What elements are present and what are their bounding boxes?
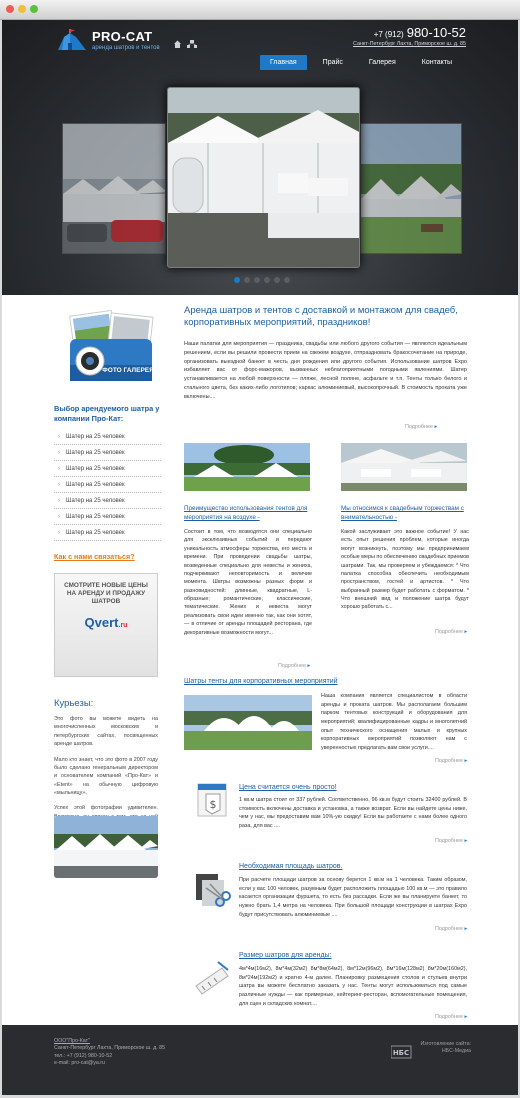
- developer-name[interactable]: НБС-Медиа: [441, 1048, 471, 1055]
- tent-list-item[interactable]: › Шатер на 25 человек: [54, 461, 161, 477]
- slider-dot[interactable]: [244, 277, 250, 283]
- tent-logo-icon[interactable]: [56, 29, 88, 51]
- intro-text: Наши палатки для мероприятия — праздника, свадьбы или любого другого события — являются идеальным решением, если вы решили провести прием на свежем воздухе, отпраздновать бракосочетание на природе, организовать выездной банкет в честь дня рождения или другого события. Использование шатров Expo избавляет вас от форс-мажоров, вызванных неблагоприятными погодными явлениями. Шатер устанавливается на любой поверхности — пляже, лесной поляне, асфальте и т.п. Тенты только белого и стального цвета, без каких-либо логотипов; каркас алюминиевый, высокопрочный. В стоимость проката уже включены....: [184, 341, 467, 400]
- more-link[interactable]: Подробнее ▸: [405, 424, 437, 432]
- more-link[interactable]: Подробнее ▸: [435, 1014, 467, 1022]
- footer-contacts: [54, 1038, 165, 1068]
- more-link[interactable]: Подробнее ▸: [435, 926, 467, 934]
- tent-list-item[interactable]: › Шатер на 25 человек: [54, 525, 161, 541]
- curiosities-paragraph: Успех этой фотографии удивителен.: [54, 805, 158, 812]
- more-link[interactable]: Подробнее ▸: [278, 663, 310, 671]
- article-text: Состоит в том, что возводятся они специально для эксклюзивных событий и передают уникальность атмосферы торжества, его места и времени. При проведении свадьбы шатры, возведенные специально для невесты и жениха, подчеркивают неповторимость и величие момента. Шатры возможны разных форм и разновидностей: длинные, квадратные, L-образные; романтические, классические, тематические. Жених и невеста могут реализовать свои идеи именно так, как они хотят, — в отличие от аренды площадей ресторана, где декоративные возможности могут...: [184, 529, 312, 636]
- slider-dot[interactable]: [274, 277, 280, 283]
- article-text: Какой заслуживает это важное событие! У нас есть опыт решения проблем, которые иногда могут возникнуть, поэтому мы предпринимаем особые меры по обеспечению свадебных приемов шатрами. Так, мы проверяем и убеждаемся: * Что палатка способна обеспечить необходимым пространством, гостей и артистов. * Что выбранный размер будет работать с форматом. * Что внешний вид и положение шатра будут хорошо работать с...: [341, 529, 469, 611]
- qvert-banner[interactable]: [54, 573, 158, 677]
- home-icon[interactable]: [174, 41, 181, 49]
- slider-dot[interactable]: [234, 277, 240, 283]
- curiosities-paragraph: Мало кто знает, что это фото в 2007 году было сделано генеральным директором и основателем компаний «Про-Кат» и «Etent» на обычную цифровую «мыльницу».: [54, 756, 158, 796]
- phone-prefix: +7 (912): [373, 30, 404, 39]
- nbs-logo-text: НБС: [392, 1049, 410, 1057]
- maximize-window-icon[interactable]: [30, 5, 38, 13]
- more-link[interactable]: Подробнее ▸: [435, 758, 467, 766]
- photo-gallery-banner[interactable]: [60, 305, 160, 397]
- site-footer: [2, 1025, 518, 1095]
- contact-link[interactable]: Как с нами связаться?: [54, 552, 135, 561]
- developer-credit[interactable]: [391, 1041, 471, 1063]
- site-header: [2, 20, 518, 295]
- nav-gallery[interactable]: Галерея: [368, 59, 396, 66]
- logo-title[interactable]: PRO-CAT: [92, 29, 153, 44]
- nav-home[interactable]: Главная: [260, 55, 307, 70]
- area-title[interactable]: Необходимая площадь шатров.: [239, 863, 343, 870]
- slider-image-main[interactable]: [167, 87, 360, 268]
- footer-email[interactable]: e-mail: pro-cat@ya.ru: [54, 1060, 106, 1067]
- nbs-logo-icon: [391, 1043, 413, 1059]
- corporate-photo[interactable]: [184, 695, 312, 750]
- article-photo[interactable]: [184, 443, 310, 491]
- slider-image-right[interactable]: [360, 123, 462, 254]
- slider-image-left[interactable]: [62, 123, 166, 254]
- tent-list: [54, 429, 161, 541]
- developer-caption: Изготовление сайта:: [420, 1041, 471, 1047]
- tent-list-item[interactable]: › Шатер на 25 человек: [54, 429, 161, 445]
- scissors-icon: [192, 870, 232, 910]
- footer-address: Санкт-Петербург Лахта, Приморское ш. д. 85: [54, 1045, 166, 1052]
- page: [2, 20, 518, 1095]
- slider-dot[interactable]: [254, 277, 260, 283]
- browser-chrome: [0, 0, 520, 20]
- corporate-text: Наша компания является специалистом в области аренды и проката шатров. Мы располагаем большим парком тентовых конструкций и оборудования для мероприятий; квалифицированные кадры и многолетний опыт технического оснащения малых и крупных корпоративных мероприятий позволяют нам с уверенностью предлагать вам свои услуги....: [321, 693, 467, 751]
- logo-subtitle: аренда шатров и тентов: [92, 45, 160, 51]
- more-link[interactable]: Подробнее ▸: [435, 629, 467, 637]
- nav-contacts[interactable]: Контакты: [421, 59, 452, 66]
- qvert-banner-text: СМОТРИТЕ НОВЫЕ ЦЕНЫ НА АРЕНДУ И ПРОДАЖУ ШАТРОВ: [64, 582, 148, 605]
- svg-text:$: $: [209, 798, 217, 811]
- slider-dot[interactable]: [284, 277, 290, 283]
- tent-list-item[interactable]: › Шатер на 25 человек: [54, 509, 161, 525]
- price-tag-icon: [192, 780, 232, 820]
- size-title[interactable]: Размер шатров для аренды:: [239, 952, 332, 959]
- size-text: 4м*4м(16м2), 8м*4м(32м2) 8м*8м(64м2), 8м*12м(96м2), 8м*16м(128м2) 8м*20м(160м2), 8м*24м(192м2) и кратно 4-м далее. Планировку размещения столов и стульев внутри шатра вы можете бесплатно заказать у нас. Тенты могут использоваться под самые различные нужды — как примерные, кейтеринг-ресторан, вспомогательные помещения, для сцен и складских комнат....: [239, 966, 467, 1007]
- area-text: При расчете площади шатров за основу берется 1 кв.м на 1 человека. Таким образом, если у вас 100 человек, разумным будет расположить площадью 100 кв.м — это правило касается организации фуршета, то есть без рассадки. Если же вы планируете банкет, то нужно брать 1,4 метра на человека. При большой площади конструкции в шатрах Expo будут присутствовать алюминиевые ....: [239, 877, 467, 918]
- phone-digits: 980-10-52: [406, 25, 466, 40]
- price-text: 1 кв.м шатра стоит от 337 рублей. Соответственно, 96 кв.м будут стоить 32400 рублей. В стоимость включены доставка и установка, а также возврат. Если вы найдете цены ниже, чем у нас, мы предоставим вам 10%-ую скидку! Если вы работаете с нами более одного раза, для вас ....: [239, 797, 467, 829]
- article-photo[interactable]: [341, 443, 467, 491]
- qvert-suffix: .ru: [118, 622, 128, 629]
- price-title[interactable]: Цена считается очень просто!: [239, 784, 337, 791]
- sitemap-icon[interactable]: [187, 40, 197, 48]
- ruler-icon: [192, 956, 232, 996]
- sidebar-choose-title: Выбор арендуемого шатра у компании Про-Кат:: [54, 404, 160, 423]
- main-nav: [260, 55, 468, 70]
- curiosities-title: Курьезы:: [54, 698, 94, 709]
- more-link[interactable]: Подробнее ▸: [435, 838, 467, 846]
- footer-phone: тел.: +7 (912) 980-10-52: [54, 1052, 113, 1059]
- tent-list-item[interactable]: › Шатер на 25 человек: [54, 445, 161, 461]
- article-title[interactable]: Мы относимся к свадебным торжествам с внимательностью -: [341, 505, 464, 521]
- tent-list-item[interactable]: › Шатер на 25 человек: [54, 493, 161, 509]
- tent-list-item[interactable]: › Шатер на 25 человек: [54, 477, 161, 493]
- qvert-logo: [55, 614, 157, 633]
- curiosities-photo[interactable]: [54, 816, 158, 878]
- nav-price[interactable]: Прайс: [322, 59, 343, 66]
- slider-dots: [234, 277, 294, 283]
- footer-company[interactable]: ООО"Про-Кат": [54, 1038, 90, 1044]
- article-title[interactable]: Преимущество использования тентов для мероприятия на воздухе -: [184, 505, 308, 521]
- minimize-window-icon[interactable]: [18, 5, 26, 13]
- slider-dot[interactable]: [264, 277, 270, 283]
- header-icons: [172, 39, 202, 49]
- gallery-banner-label: ФОТО ГАЛЕРЕЯ: [102, 367, 154, 374]
- curiosities-paragraph: Это фото вы можете видеть на многочисленных московских и петербургских сайтах, посвященных аренде шатров.: [54, 716, 158, 748]
- corporate-title[interactable]: Шатры тенты для корпоративных мероприятий: [184, 678, 338, 685]
- close-window-icon[interactable]: [6, 5, 14, 13]
- qvert-brand: Qvert: [84, 615, 119, 630]
- developer-label: [420, 1041, 471, 1056]
- page-title: Аренда шатров и тентов с доставкой и монтажом для свадеб, корпоративных мероприятий, праздников!: [184, 305, 458, 329]
- header-address[interactable]: Санкт-Петербург Лахта, Приморское ш. д. 85: [353, 41, 466, 47]
